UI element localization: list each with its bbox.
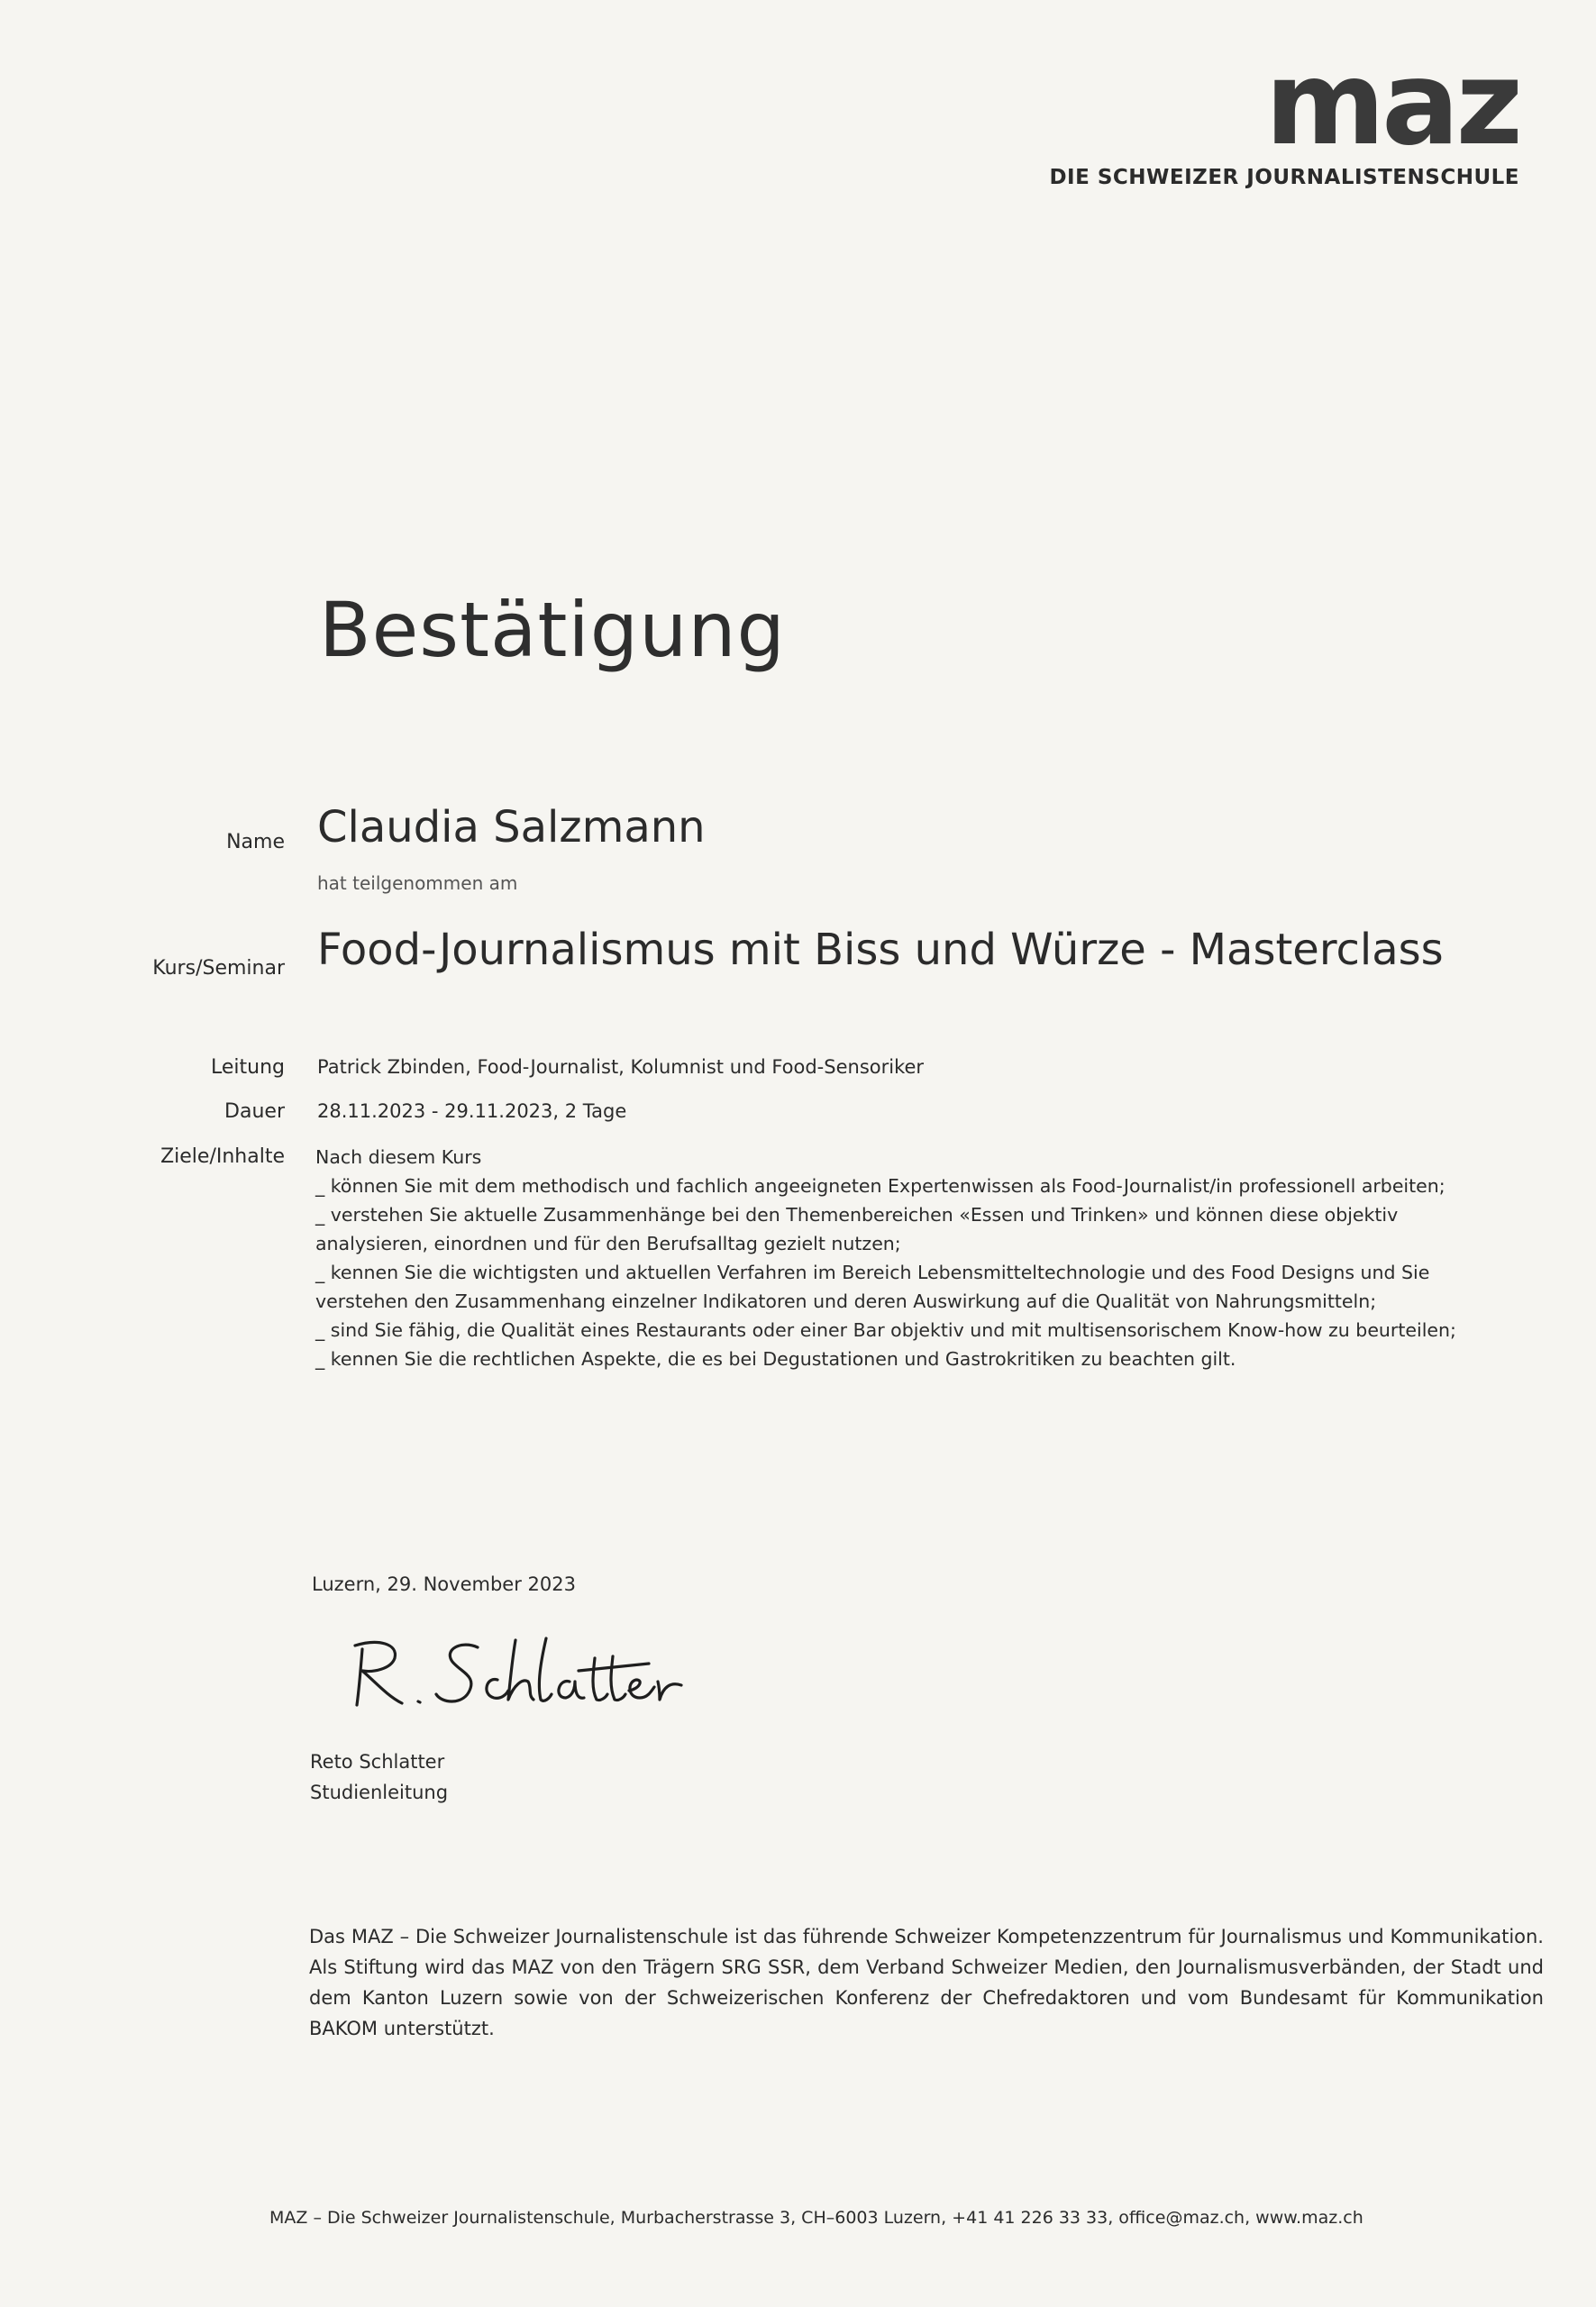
- goals-line: _ verstehen Sie aktuelle Zusammenhänge bei den Themenbereichen «Essen und Trinken» und können diese objektiv: [315, 1204, 1399, 1226]
- signature-image: [342, 1622, 703, 1721]
- name-label: Name: [226, 831, 285, 853]
- logo-mark: maz: [1264, 37, 1519, 171]
- participant-name: Claudia Salzmann: [317, 802, 706, 853]
- dauer-value: 28.11.2023 - 29.11.2023, 2 Tage: [317, 1100, 627, 1122]
- logo-subtitle: DIE SCHWEIZER JOURNALISTENSCHULE: [1049, 166, 1519, 189]
- goals-line: _ kennen Sie die rechtlichen Aspekte, die es bei Degustationen und Gastrokritiken zu beachten gilt.: [315, 1348, 1236, 1370]
- participation-note: hat teilgenommen am: [317, 872, 518, 894]
- place-date: Luzern, 29. November 2023: [312, 1573, 576, 1595]
- dauer-label: Dauer: [224, 1100, 285, 1123]
- about-paragraph: Das MAZ – Die Schweizer Journalistenschule ist das führende Schweizer Kompetenzzentrum für Journalismus und Kommunikation. Als Stiftung wird das MAZ von den Trägern SRG SSR, dem Verband Schweizer Medien, den Journalismusverbänden, der Stadt und dem Kanton Luzern sowie von der Schweizerischen Konferenz der Chefredaktoren und vom Bundesamt für Kommunikation BAKOM unterstützt.: [309, 1926, 1544, 2039]
- goals-list: [315, 1143, 1541, 1373]
- goals-line: analysieren, einordnen und für den Berufsalltag gezielt nutzen;: [315, 1233, 901, 1254]
- goals-line: Nach diesem Kurs: [315, 1146, 482, 1168]
- maz-logo: [1049, 37, 1519, 189]
- course-title: Food-Journalismus mit Biss und Würze - Masterclass: [317, 925, 1444, 975]
- goals-line: _ kennen Sie die wichtigsten und aktuellen Verfahren im Bereich Lebensmitteltechnologie und des Food Designs und Sie: [315, 1262, 1430, 1283]
- goals-line: _ können Sie mit dem methodisch und fachlich angeeigneten Expertenwissen als Food-Journalist/in professionell arbeiten;: [315, 1175, 1446, 1197]
- footer-contact: MAZ – Die Schweizer Journalistenschule, Murbacherstrasse 3, CH–6003 Luzern, +41 41 226 33 33, office@maz.ch, www.maz.ch: [269, 2208, 1363, 2228]
- leitung-value: Patrick Zbinden, Food-Journalist, Kolumnist und Food-Sensoriker: [317, 1056, 925, 1078]
- goals-line: verstehen den Zusammenhang einzelner Indikatoren und deren Auswirkung auf die Qualität von Nahrungsmitteln;: [315, 1290, 1377, 1312]
- signer-role: Studienleitung: [310, 1782, 449, 1803]
- goals-label: Ziele/Inhalte: [160, 1145, 285, 1168]
- leitung-label: Leitung: [211, 1056, 285, 1079]
- signer-name: Reto Schlatter: [310, 1751, 445, 1773]
- goals-line: _ sind Sie fähig, die Qualität eines Restaurants oder einer Bar objektiv und mit multisensorischem Know-how zu beurteilen;: [315, 1319, 1456, 1341]
- document-title: Bestätigung: [319, 586, 786, 674]
- course-label: Kurs/Seminar: [152, 957, 285, 980]
- signer-block: [310, 1746, 448, 1808]
